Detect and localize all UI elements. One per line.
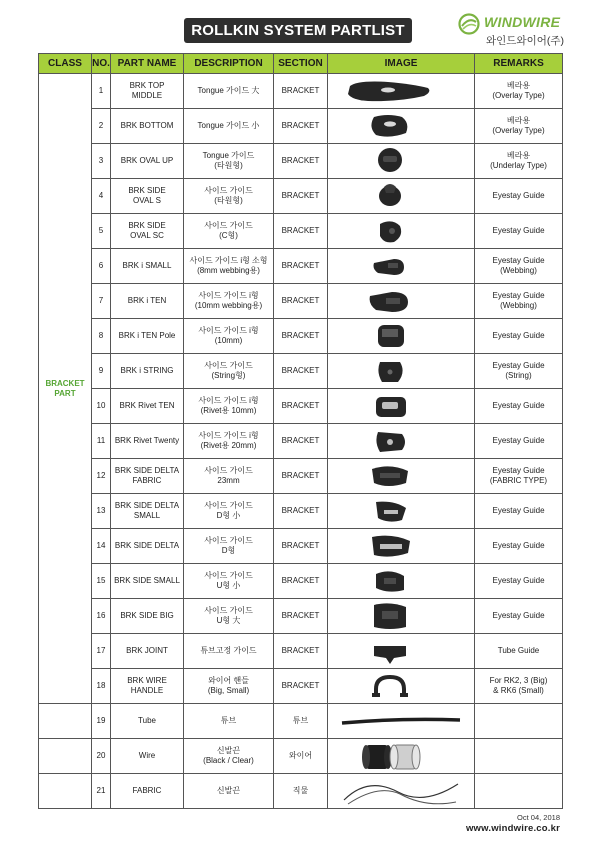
parts-table xyxy=(38,53,563,809)
tongue-large-icon xyxy=(328,74,474,108)
table-header-row xyxy=(39,54,563,74)
section: BRACKET xyxy=(274,669,328,704)
remarks xyxy=(475,704,563,739)
image xyxy=(328,599,475,634)
section: BRACKET xyxy=(274,599,328,634)
row-no: 9 xyxy=(92,354,111,389)
joint-icon xyxy=(328,634,474,668)
description: Tongue 가이드 小 xyxy=(184,109,274,144)
part-name: BRK SIDE SMALL xyxy=(111,564,184,599)
i-ten-pole-icon xyxy=(328,319,474,353)
handle-icon xyxy=(328,669,474,703)
section: 와이어 xyxy=(274,739,328,774)
remarks: Eyestay Guide xyxy=(475,424,563,459)
section: BRACKET xyxy=(274,319,328,354)
row-no: 20 xyxy=(92,739,111,774)
description: 사이드 가이드 U형 小 xyxy=(184,564,274,599)
wire-spool-icon xyxy=(328,739,474,773)
footer-date: Oct 04, 2018 xyxy=(517,813,560,822)
description: 사이드 가이드 i형 (10mm webbing용) xyxy=(184,284,274,319)
remarks: Eyestay Guide xyxy=(475,389,563,424)
description: 튜브고정 가이드 xyxy=(184,634,274,669)
row-no: 16 xyxy=(92,599,111,634)
section: BRACKET xyxy=(274,249,328,284)
row-no: 11 xyxy=(92,424,111,459)
section: BRACKET xyxy=(274,564,328,599)
description: 신발끈 xyxy=(184,774,274,809)
description: 사이드 가이드 23mm xyxy=(184,459,274,494)
part-name: BRK SIDE BIG xyxy=(111,599,184,634)
section: BRACKET xyxy=(274,109,328,144)
remarks xyxy=(475,774,563,809)
part-name: BRK OVAL UP xyxy=(111,144,184,179)
section: BRACKET xyxy=(274,529,328,564)
table-row xyxy=(39,634,563,669)
part-name: BRK i STRING xyxy=(111,354,184,389)
company-logo xyxy=(456,10,576,50)
remarks: 베라용 (Overlay Type) xyxy=(475,74,563,109)
remarks: Eyestay Guide (String) xyxy=(475,354,563,389)
table-row xyxy=(39,284,563,319)
page-title: ROLLKIN SYSTEM PARTLIST xyxy=(184,18,412,43)
part-name: BRK i SMALL xyxy=(111,249,184,284)
part-name: BRK SIDE OVAL S xyxy=(111,179,184,214)
table-row xyxy=(39,704,563,739)
tube-icon xyxy=(328,704,474,738)
windwire-swirl-icon xyxy=(458,13,480,35)
delta-icon xyxy=(328,529,474,563)
part-name: Tube xyxy=(111,704,184,739)
section: BRACKET xyxy=(274,459,328,494)
oval-side-icon xyxy=(328,179,474,213)
footer-url[interactable]: www.windwire.co.kr xyxy=(465,823,560,834)
row-no: 7 xyxy=(92,284,111,319)
table-row xyxy=(39,424,563,459)
image xyxy=(328,459,475,494)
tongue-small-icon xyxy=(328,109,474,143)
header-class: CLASS xyxy=(39,54,92,74)
row-no: 8 xyxy=(92,319,111,354)
image xyxy=(328,389,475,424)
remarks: Tube Guide xyxy=(475,634,563,669)
remarks: Eyestay Guide (Webbing) xyxy=(475,284,563,319)
table-row xyxy=(39,669,563,704)
remarks: Eyestay Guide xyxy=(475,494,563,529)
row-no: 10 xyxy=(92,389,111,424)
part-name: BRK JOINT xyxy=(111,634,184,669)
remarks xyxy=(475,739,563,774)
part-name: BRK BOTTOM xyxy=(111,109,184,144)
image xyxy=(328,319,475,354)
section: 직물 xyxy=(274,774,328,809)
description: 사이드 가이드 U형 大 xyxy=(184,599,274,634)
table-row xyxy=(39,74,563,109)
i-string-icon xyxy=(328,354,474,388)
table-row xyxy=(39,599,563,634)
row-no: 3 xyxy=(92,144,111,179)
row-no: 12 xyxy=(92,459,111,494)
image xyxy=(328,704,475,739)
image xyxy=(328,739,475,774)
image xyxy=(328,74,475,109)
header-section: SECTION xyxy=(274,54,328,74)
part-name: BRK SIDE DELTA xyxy=(111,529,184,564)
header-remarks: REMARKS xyxy=(475,54,563,74)
remarks: 베라용 (Underlay Type) xyxy=(475,144,563,179)
header-part-name: PART NAME xyxy=(111,54,184,74)
image xyxy=(328,634,475,669)
delta-fabric-icon xyxy=(328,459,474,493)
image xyxy=(328,214,475,249)
rivet-twenty-icon xyxy=(328,424,474,458)
u-big-icon xyxy=(328,599,474,633)
row-no: 2 xyxy=(92,109,111,144)
remarks: Eyestay Guide xyxy=(475,529,563,564)
section: BRACKET xyxy=(274,179,328,214)
remarks: Eyestay Guide xyxy=(475,179,563,214)
image xyxy=(328,144,475,179)
remarks: Eyestay Guide (FABRIC TYPE) xyxy=(475,459,563,494)
row-no: 6 xyxy=(92,249,111,284)
section: 튜브 xyxy=(274,704,328,739)
description: 사이드 가이드 (타원형) xyxy=(184,179,274,214)
rivet-ten-icon xyxy=(328,389,474,423)
image xyxy=(328,249,475,284)
description: 사이드 가이드 D형 小 xyxy=(184,494,274,529)
section: BRACKET xyxy=(274,74,328,109)
table-row xyxy=(39,249,563,284)
part-name: BRK Rivet TEN xyxy=(111,389,184,424)
table-row xyxy=(39,389,563,424)
row-no: 15 xyxy=(92,564,111,599)
table-row xyxy=(39,459,563,494)
image xyxy=(328,669,475,704)
part-name: Wire xyxy=(111,739,184,774)
description: 사이드 가이드 D형 xyxy=(184,529,274,564)
table-row xyxy=(39,179,563,214)
fabric-lace-icon xyxy=(328,774,474,808)
class-cell-empty xyxy=(39,739,92,774)
description: 와이어 핸들 (Big, Small) xyxy=(184,669,274,704)
row-no: 21 xyxy=(92,774,111,809)
description: 사이드 가이드 (C형) xyxy=(184,214,274,249)
image xyxy=(328,109,475,144)
table-row xyxy=(39,494,563,529)
section: BRACKET xyxy=(274,494,328,529)
table-row xyxy=(39,774,563,809)
part-name: BRK SIDE OVAL SC xyxy=(111,214,184,249)
row-no: 5 xyxy=(92,214,111,249)
section: BRACKET xyxy=(274,424,328,459)
image xyxy=(328,494,475,529)
row-no: 13 xyxy=(92,494,111,529)
description: 신발끈 (Black / Clear) xyxy=(184,739,274,774)
delta-small-icon xyxy=(328,494,474,528)
description: 사이드 가이드 i형 (10mm) xyxy=(184,319,274,354)
description: 사이드 가이드 (String형) xyxy=(184,354,274,389)
image xyxy=(328,284,475,319)
logo-brand: WINDWIRE xyxy=(484,14,561,30)
header-no: NO. xyxy=(92,54,111,74)
c-guide-icon xyxy=(328,214,474,248)
row-no: 18 xyxy=(92,669,111,704)
section: BRACKET xyxy=(274,214,328,249)
part-name: BRK SIDE DELTA SMALL xyxy=(111,494,184,529)
part-name: BRK SIDE DELTA FABRIC xyxy=(111,459,184,494)
table-row xyxy=(39,144,563,179)
image xyxy=(328,529,475,564)
image xyxy=(328,774,475,809)
row-no: 14 xyxy=(92,529,111,564)
table-row xyxy=(39,109,563,144)
part-name: BRK TOP MIDDLE xyxy=(111,74,184,109)
i-small-icon xyxy=(328,249,474,283)
description: Tongue 가이드 大 xyxy=(184,74,274,109)
part-name: BRK WIRE HANDLE xyxy=(111,669,184,704)
table-row xyxy=(39,214,563,249)
section: BRACKET xyxy=(274,144,328,179)
table-row xyxy=(39,529,563,564)
part-name: BRK i TEN xyxy=(111,284,184,319)
section: BRACKET xyxy=(274,634,328,669)
row-no: 1 xyxy=(92,74,111,109)
logo-subtitle: 와인드와이어(주) xyxy=(486,35,564,47)
table-row xyxy=(39,739,563,774)
remarks: Eyestay Guide xyxy=(475,564,563,599)
section: BRACKET xyxy=(274,389,328,424)
remarks: Eyestay Guide xyxy=(475,214,563,249)
header-description: DESCRIPTION xyxy=(184,54,274,74)
remarks: Eyestay Guide xyxy=(475,319,563,354)
image xyxy=(328,564,475,599)
description: 사이드 가이드 i형 소형 (8mm webbing용) xyxy=(184,249,274,284)
header-image: IMAGE xyxy=(328,54,475,74)
part-name: BRK Rivet Twenty xyxy=(111,424,184,459)
table-row xyxy=(39,354,563,389)
u-small-icon xyxy=(328,564,474,598)
oval-icon xyxy=(328,144,474,178)
remarks: Eyestay Guide xyxy=(475,599,563,634)
table-row xyxy=(39,319,563,354)
part-name: FABRIC xyxy=(111,774,184,809)
section: BRACKET xyxy=(274,354,328,389)
image xyxy=(328,179,475,214)
row-no: 19 xyxy=(92,704,111,739)
remarks: For RK2, 3 (Big) & RK6 (Small) xyxy=(475,669,563,704)
image xyxy=(328,424,475,459)
table-row xyxy=(39,564,563,599)
description: 튜브 xyxy=(184,704,274,739)
class-cell-empty xyxy=(39,704,92,739)
remarks: Eyestay Guide (Webbing) xyxy=(475,249,563,284)
description: 사이드 가이드 i형 (Rivet용 20mm) xyxy=(184,424,274,459)
row-no: 17 xyxy=(92,634,111,669)
description: Tongue 가이드 (타원형) xyxy=(184,144,274,179)
image xyxy=(328,354,475,389)
remarks: 베라용 (Overlay Type) xyxy=(475,109,563,144)
row-no: 4 xyxy=(92,179,111,214)
part-name: BRK i TEN Pole xyxy=(111,319,184,354)
i-ten-icon xyxy=(328,284,474,318)
class-cell-empty xyxy=(39,774,92,809)
class-cell: BRACKET PART xyxy=(39,74,92,704)
section: BRACKET xyxy=(274,284,328,319)
description: 사이드 가이드 i형 (Rivet용 10mm) xyxy=(184,389,274,424)
